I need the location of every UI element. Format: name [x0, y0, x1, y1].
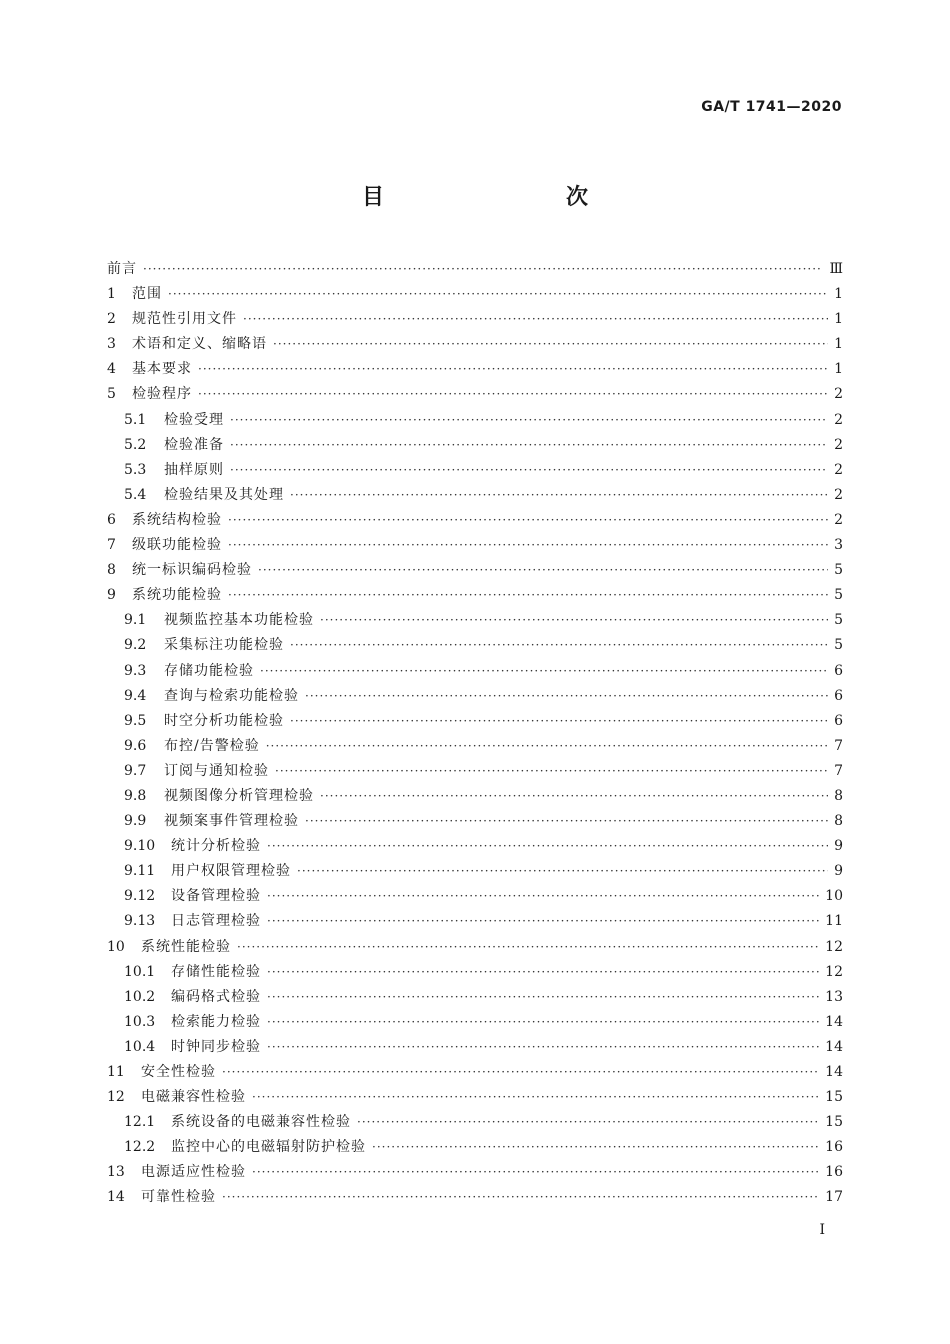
- toc-entry[interactable]: [107, 910, 843, 935]
- toc-leader-dots: [228, 588, 828, 602]
- toc-entry-number: 10.3: [124, 1013, 156, 1030]
- toc-entry-title: 系统性能检验: [141, 938, 231, 955]
- toc-entry-number: 10.1: [124, 963, 156, 980]
- table-of-contents: [107, 258, 843, 1212]
- toc-entry-page: 12: [825, 963, 843, 980]
- toc-entry-number: 5.2: [124, 436, 147, 453]
- toc-entry-page: 16: [825, 1164, 843, 1181]
- toc-entry-number: 11: [107, 1064, 125, 1080]
- toc-entry[interactable]: [107, 660, 843, 685]
- toc-entry-page: 2: [834, 461, 843, 478]
- toc-entry-page: 5: [834, 587, 843, 604]
- toc-leader-dots: [267, 990, 819, 1004]
- toc-entry-number: 12: [107, 1089, 125, 1106]
- toc-entry-title: 术语和定义、缩略语: [132, 336, 267, 353]
- toc-entry-number: 13: [107, 1164, 125, 1181]
- toc-entry[interactable]: [107, 1011, 843, 1036]
- toc-entry-page: 8: [834, 787, 843, 804]
- toc-leader-dots: [222, 1065, 819, 1079]
- toc-leader-dots: [230, 438, 828, 452]
- toc-leader-dots: [198, 387, 828, 401]
- toc-entry-number: 5: [107, 386, 116, 403]
- toc-entry-number: 9.2: [124, 637, 147, 654]
- toc-entry-title: 存储功能检验: [164, 662, 254, 679]
- toc-entry-page: 12: [825, 938, 843, 955]
- toc-entry-number: 9.6: [124, 737, 147, 754]
- toc-entry-number: 9.4: [124, 687, 147, 704]
- standard-code: GA/T 1741—2020: [701, 99, 842, 115]
- toc-leader-dots: [290, 488, 828, 502]
- toc-entry[interactable]: [107, 534, 843, 559]
- toc-entry[interactable]: [107, 484, 843, 509]
- toc-entry-title: 视频监控基本功能检验: [164, 612, 314, 629]
- toc-entry-page: 2: [834, 411, 843, 428]
- toc-entry-number: 10.4: [124, 1038, 156, 1055]
- toc-entry-number: 12.1: [124, 1114, 156, 1131]
- toc-entry-number: 9.8: [124, 787, 147, 804]
- toc-entry-title: 检验结果及其处理: [164, 486, 284, 503]
- toc-entry-number: 7: [107, 537, 116, 554]
- page-title: 目 次: [361, 185, 634, 210]
- toc-entry-page: 15: [825, 1114, 843, 1131]
- toc-entry-number: 9.10: [124, 838, 156, 855]
- toc-entry[interactable]: [107, 308, 843, 333]
- toc-leader-dots: [267, 965, 819, 979]
- toc-entry-title: 采集标注功能检验: [164, 637, 284, 654]
- toc-leader-dots: [266, 739, 828, 753]
- toc-entry-title: 系统结构检验: [132, 511, 222, 528]
- toc-entry-page: 16: [825, 1139, 843, 1156]
- toc-entry-number: 8: [107, 562, 116, 579]
- toc-entry-title: 检验准备: [164, 436, 224, 453]
- toc-leader-dots: [357, 1115, 819, 1129]
- toc-entry-title: 系统功能检验: [132, 587, 222, 604]
- toc-leader-dots: [275, 764, 828, 778]
- toc-entry-title: 安全性检验: [141, 1064, 216, 1080]
- toc-entry-page: 6: [834, 662, 843, 679]
- toc-entry-title: 前言: [107, 261, 137, 277]
- toc-entry[interactable]: [107, 383, 843, 408]
- toc-entry-page: 9: [834, 863, 843, 880]
- toc-entry-title: 检验受理: [164, 411, 224, 428]
- toc-entry-title: 基本要求: [132, 361, 192, 378]
- toc-entry-page: 1: [834, 361, 843, 378]
- toc-entry-page: 2: [834, 486, 843, 503]
- toc-entry[interactable]: [107, 584, 843, 609]
- toc-leader-dots: [267, 1015, 819, 1029]
- toc-entry[interactable]: [107, 459, 843, 484]
- toc-entry-number: 10.2: [124, 988, 156, 1005]
- toc-entry-number: 6: [107, 511, 116, 528]
- toc-leader-dots: [198, 362, 828, 376]
- toc-entry[interactable]: [107, 961, 843, 986]
- toc-entry-number: 9.3: [124, 662, 147, 679]
- toc-entry[interactable]: [107, 810, 843, 835]
- toc-entry-page: 2: [834, 386, 843, 403]
- toc-entry-title: 检索能力检验: [171, 1013, 261, 1030]
- toc-entry-page: 15: [825, 1089, 843, 1106]
- toc-entry[interactable]: [107, 609, 843, 634]
- toc-entry[interactable]: [107, 1161, 843, 1186]
- toc-entry-title: 电磁兼容性检验: [141, 1089, 246, 1106]
- toc-entry[interactable]: [107, 358, 843, 383]
- toc-entry[interactable]: [107, 1061, 843, 1086]
- toc-leader-dots: [297, 864, 828, 878]
- toc-entry-page: 13: [825, 988, 843, 1005]
- toc-entry-number: 9.5: [124, 712, 147, 729]
- toc-entry[interactable]: [107, 785, 843, 810]
- toc-entry-number: 5.1: [124, 411, 147, 428]
- toc-leader-dots: [260, 664, 828, 678]
- toc-leader-dots: [228, 513, 828, 527]
- toc-leader-dots: [252, 1165, 819, 1179]
- toc-entry-page: 17: [825, 1189, 843, 1206]
- toc-entry-number: 5.3: [124, 461, 147, 478]
- toc-leader-dots: [305, 689, 828, 703]
- toc-entry-page: 2: [834, 511, 843, 528]
- toc-entry-number: 10: [107, 938, 125, 955]
- toc-entry-title: 时钟同步检验: [171, 1038, 261, 1055]
- toc-entry-title: 编码格式检验: [171, 988, 261, 1005]
- toc-entry-title: 范围: [132, 286, 162, 303]
- toc-entry[interactable]: [107, 685, 843, 710]
- toc-entry[interactable]: [107, 760, 843, 785]
- toc-entry-page: 14: [825, 1013, 843, 1030]
- toc-entry-number: 9.12: [124, 888, 156, 905]
- toc-entry-title: 设备管理检验: [171, 888, 261, 905]
- toc-entry[interactable]: [107, 1036, 843, 1061]
- toc-entry[interactable]: [107, 333, 843, 358]
- toc-entry-title: 视频图像分析管理检验: [164, 787, 314, 804]
- toc-entry-page: 7: [834, 737, 843, 754]
- toc-entry[interactable]: [107, 1186, 843, 1211]
- toc-leader-dots: [243, 312, 828, 326]
- toc-entry-title: 时空分析功能检验: [164, 712, 284, 729]
- page-number: I: [819, 1222, 825, 1238]
- toc-entry[interactable]: [107, 1086, 843, 1111]
- toc-entry-number: 5.4: [124, 486, 147, 503]
- toc-entry-page: 6: [834, 687, 843, 704]
- toc-entry-number: 9.11: [124, 863, 156, 880]
- toc-entry-title: 日志管理检验: [171, 913, 261, 930]
- toc-entry[interactable]: [107, 559, 843, 584]
- toc-entry-title: 可靠性检验: [141, 1189, 216, 1206]
- toc-entry[interactable]: [107, 710, 843, 735]
- toc-leader-dots: [230, 463, 828, 477]
- toc-entry-title: 抽样原则: [164, 461, 224, 478]
- toc-entry-title: 监控中心的电磁辐射防护检验: [171, 1139, 366, 1156]
- toc-entry-title: 查询与检索功能检验: [164, 687, 299, 704]
- toc-entry-title: 视频案事件管理检验: [164, 813, 299, 830]
- toc-entry-page: 11: [825, 913, 843, 930]
- toc-entry[interactable]: [107, 885, 843, 910]
- toc-entry-page: 9: [834, 838, 843, 855]
- toc-leader-dots: [143, 262, 823, 276]
- toc-leader-dots: [258, 563, 828, 577]
- toc-entry-number: 9.13: [124, 913, 156, 930]
- toc-entry-page: 7: [834, 762, 843, 779]
- toc-entry-page: 1: [834, 336, 843, 353]
- toc-leader-dots: [222, 1190, 819, 1204]
- toc-leader-dots: [237, 940, 819, 954]
- toc-leader-dots: [267, 1040, 819, 1054]
- toc-entry-title: 布控/告警检验: [164, 737, 260, 754]
- toc-entry-page: 8: [834, 813, 843, 830]
- toc-entry-page: 14: [825, 1064, 843, 1080]
- toc-entry-page: 1: [834, 311, 843, 328]
- toc-entry[interactable]: [107, 936, 843, 961]
- toc-entry-title: 规范性引用文件: [132, 311, 237, 328]
- toc-entry-title: 级联功能检验: [132, 537, 222, 554]
- toc-entry[interactable]: [107, 735, 843, 760]
- toc-entry-number: 9.7: [124, 762, 147, 779]
- toc-leader-dots: [168, 287, 828, 301]
- toc-entry[interactable]: [107, 1111, 843, 1136]
- toc-entry-number: 9.1: [124, 612, 147, 629]
- toc-entry-page: Ⅲ: [829, 261, 843, 277]
- toc-entry[interactable]: [107, 258, 843, 283]
- toc-leader-dots: [372, 1140, 819, 1154]
- toc-entry-page: 10: [825, 888, 843, 905]
- toc-entry-number: 9.9: [124, 813, 147, 830]
- toc-entry-title: 订阅与通知检验: [164, 762, 269, 779]
- toc-entry-number: 2: [107, 311, 116, 328]
- toc-leader-dots: [228, 538, 828, 552]
- toc-leader-dots: [305, 814, 828, 828]
- toc-leader-dots: [267, 889, 819, 903]
- toc-entry[interactable]: [107, 986, 843, 1011]
- toc-entry[interactable]: [107, 634, 843, 659]
- toc-entry-title: 统计分析检验: [171, 838, 261, 855]
- toc-entry[interactable]: [107, 434, 843, 459]
- toc-entry[interactable]: [107, 860, 843, 885]
- toc-entry-number: 1: [107, 286, 116, 303]
- toc-entry-page: 2: [834, 436, 843, 453]
- toc-entry-page: 14: [825, 1038, 843, 1055]
- toc-entry-title: 电源适应性检验: [141, 1164, 246, 1181]
- toc-entry-title: 统一标识编码检验: [132, 562, 252, 579]
- toc-entry[interactable]: [107, 1136, 843, 1161]
- toc-leader-dots: [273, 337, 828, 351]
- toc-entry-title: 检验程序: [132, 386, 192, 403]
- toc-entry-page: 3: [834, 537, 843, 554]
- toc-leader-dots: [267, 839, 828, 853]
- toc-leader-dots: [290, 638, 828, 652]
- toc-entry-page: 5: [834, 562, 843, 579]
- toc-leader-dots: [252, 1090, 819, 1104]
- toc-entry-number: 3: [107, 336, 116, 353]
- toc-entry-title: 存储性能检验: [171, 963, 261, 980]
- toc-entry-page: 5: [834, 612, 843, 629]
- toc-entry-title: 用户权限管理检验: [171, 863, 291, 880]
- toc-entry-number: 9: [107, 587, 116, 604]
- toc-leader-dots: [320, 613, 828, 627]
- toc-entry[interactable]: [107, 409, 843, 434]
- toc-entry-page: 5: [834, 637, 843, 654]
- toc-entry-number: 14: [107, 1189, 125, 1206]
- toc-entry[interactable]: [107, 835, 843, 860]
- toc-leader-dots: [290, 714, 828, 728]
- toc-entry[interactable]: [107, 509, 843, 534]
- toc-entry-number: 12.2: [124, 1139, 156, 1156]
- toc-entry-page: 1: [834, 286, 843, 303]
- toc-entry-title: 系统设备的电磁兼容性检验: [171, 1114, 351, 1131]
- toc-leader-dots: [230, 413, 828, 427]
- toc-entry-page: 6: [834, 712, 843, 729]
- toc-entry-number: 4: [107, 361, 116, 378]
- toc-leader-dots: [267, 914, 819, 928]
- toc-entry[interactable]: [107, 283, 843, 308]
- toc-leader-dots: [320, 789, 828, 803]
